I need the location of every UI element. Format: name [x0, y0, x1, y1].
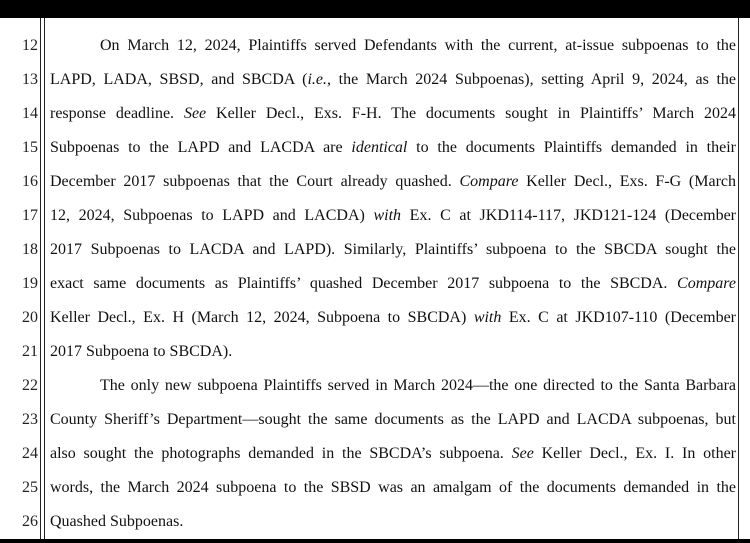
- line-number-column: [0, 29, 38, 539]
- text-run: 12, 2024, Subpoenas to LAPD and LACDA): [50, 207, 374, 224]
- italic-text-run: See: [183, 105, 207, 122]
- text-line: [50, 369, 736, 403]
- line-number: 16: [22, 173, 38, 190]
- line-number: 19: [22, 275, 38, 292]
- line-number: 20: [22, 309, 38, 326]
- text-line: [50, 301, 736, 335]
- line-number: 17: [22, 207, 38, 224]
- text-run: On March 12, 2024, Plaintiffs served Defendants with the current, at-issue subpoenas to the: [100, 37, 736, 54]
- line-number: 25: [22, 479, 38, 496]
- italic-text-run: Compare: [459, 173, 519, 190]
- text-run: Keller Decl., Exs. F-H. The documents sought in Plaintiffs’ March 2024: [206, 105, 736, 122]
- text-line: [50, 165, 736, 199]
- text-run: Ex. C at JKD114-117, JKD121-124 (December: [401, 207, 736, 224]
- text-run: Keller Decl., Ex. H (March 12, 2024, Subpoena to SBCDA): [50, 309, 474, 326]
- text-line: [50, 403, 736, 437]
- text-run: to the documents Plaintiffs demanded in their: [407, 139, 736, 156]
- line-number: 13: [22, 71, 38, 88]
- right-margin-rule: [738, 18, 739, 539]
- text-run: LAPD, LADA, SBSD, and SBCDA (: [50, 71, 308, 88]
- text-run: The only new subpoena Plaintiffs served in March 2024—the one directed to the Santa Barbara: [100, 377, 736, 394]
- line-number: 21: [22, 343, 38, 360]
- text-run: response deadline.: [50, 105, 184, 122]
- italic-text-run: identical: [351, 139, 408, 156]
- text-line: [50, 233, 736, 267]
- text-line: [50, 471, 736, 505]
- text-line: [50, 131, 736, 165]
- italic-text-run: with: [473, 309, 502, 326]
- line-number: 22: [22, 377, 38, 394]
- text-run: Keller Decl., Ex. I. In other: [533, 445, 737, 462]
- italic-text-run: See: [511, 445, 534, 462]
- line-number: 23: [22, 411, 38, 428]
- text-line: [50, 505, 736, 539]
- text-run: 2017 Subpoenas to LACDA and LAPD). Similarly, Plaintiffs’ subpoena to the SBCDA sought the: [50, 241, 736, 258]
- text-line: [50, 437, 736, 471]
- line-number: 18: [22, 241, 38, 258]
- text-run: Ex. C at JKD107-110 (December: [501, 309, 736, 326]
- text-line: [50, 199, 736, 233]
- text-run: Quashed Subpoenas.: [50, 513, 184, 530]
- text-line: [50, 63, 736, 97]
- line-number: 24: [22, 445, 38, 462]
- text-run: words, the March 2024 subpoena to the SBSD was an amalgam of the documents demanded in the: [50, 479, 736, 496]
- pleading-body-text: [50, 29, 736, 539]
- italic-text-run: with: [373, 207, 402, 224]
- bottom-black-bar: [0, 539, 750, 543]
- text-run: December 2017 subpoenas that the Court already quashed.: [50, 173, 460, 190]
- top-black-bar: [0, 0, 750, 18]
- italic-text-run: i.e.: [307, 71, 327, 88]
- text-run: Keller Decl., Exs. F-G (March: [518, 173, 736, 190]
- text-line: [50, 97, 736, 131]
- italic-text-run: Compare: [677, 275, 736, 292]
- text-run: , the March 2024 Subpoenas), setting April 9, 2024, as the: [327, 71, 737, 88]
- text-line: [50, 335, 736, 369]
- left-margin-rule-inner: [44, 18, 45, 539]
- text-line: [50, 267, 736, 301]
- line-number: 12: [22, 37, 38, 54]
- text-run: County Sheriff’s Department—sought the same documents as the LAPD and LACDA subpoenas, but: [50, 411, 736, 428]
- text-run: exact same documents as Plaintiffs’ quashed December 2017 subpoena to the SBCDA.: [50, 275, 678, 292]
- line-number: 14: [22, 105, 38, 122]
- text-run: also sought the photographs demanded in the SBCDA’s subpoena.: [50, 445, 512, 462]
- text-run: 2017 Subpoena to SBCDA).: [50, 343, 233, 360]
- line-number: 26: [22, 513, 38, 530]
- text-line: [50, 29, 736, 63]
- left-margin-rule: [40, 18, 41, 539]
- text-run: Subpoenas to the LAPD and LACDA are: [50, 139, 352, 156]
- line-number: 15: [22, 139, 38, 156]
